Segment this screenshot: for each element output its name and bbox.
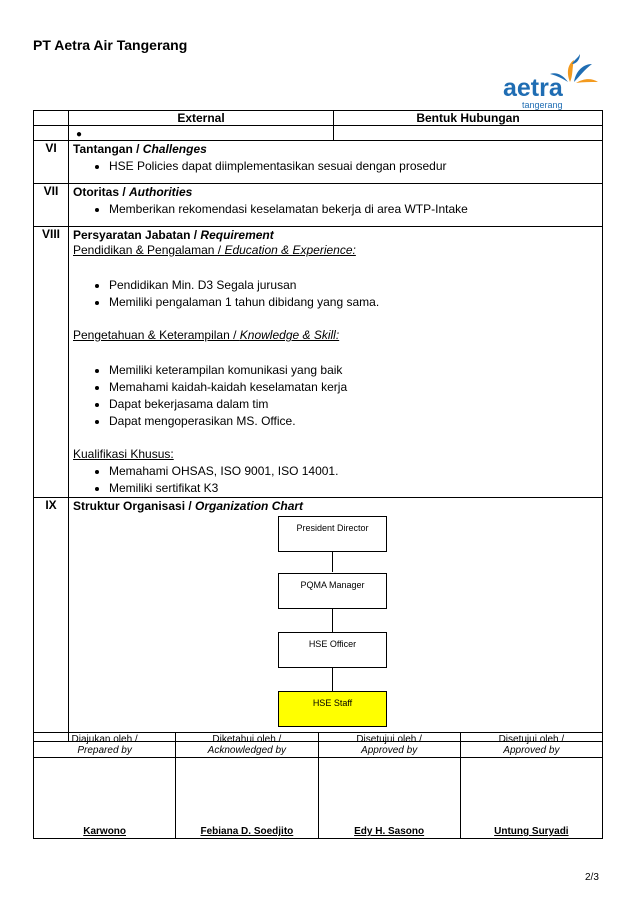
bullet-icon: ● [76, 129, 83, 140]
signature-label-row [34, 733, 603, 758]
list-item: • Memiliki sertifikat K3 [109, 480, 598, 497]
signature-label: Disetujui oleh / Approved by [460, 733, 602, 758]
signatory-name: Karwono [34, 758, 176, 839]
signature-name-row [34, 758, 603, 839]
authorities-list [73, 201, 598, 218]
special-qualification-list [73, 463, 598, 497]
list-item: • Dapat bekerjasama dalam tim [109, 396, 598, 413]
org-box-hse-officer: HSE Officer [278, 632, 387, 668]
org-box-pqma-manager: PQMA Manager [278, 573, 387, 609]
section-title: Persyaratan Jabatan / Requirement [73, 228, 274, 242]
section-title: Tantangan / Challenges [73, 142, 207, 156]
aetra-logo [500, 52, 610, 112]
section-vi [34, 141, 603, 184]
signatory-name: Febiana D. Soedjito [176, 758, 318, 839]
education-list [73, 277, 598, 311]
section-title: Struktur Organisasi / Organization Chart [73, 499, 304, 513]
list-item: • Memahami kaidah-kaidah keselamatan kerja [109, 379, 598, 396]
special-qualification-subheading: Kualifikasi Khusus: [73, 447, 174, 461]
section-number: IX [34, 498, 69, 742]
org-box-president-director: President Director [278, 516, 387, 552]
signature-table [33, 732, 603, 839]
organization-chart [73, 513, 598, 741]
signature-label: Disetujui oleh / Approved by [318, 733, 460, 758]
org-connector [332, 609, 333, 632]
org-connector [332, 668, 333, 691]
list-item: • Memiliki pengalaman 1 tahun dibidang yang sama. [109, 294, 598, 311]
signature-label: Diajukan oleh / Prepared by [34, 733, 176, 758]
education-subheading: Pendidikan & Pengalaman / Education & Experience: [73, 243, 356, 257]
org-connector [332, 552, 333, 572]
list-item: • Memahami OHSAS, ISO 9001, ISO 14001. [109, 463, 598, 480]
header-row [34, 111, 603, 126]
section-viii [34, 227, 603, 498]
list-item: • Pendidikan Min. D3 Segala jurusan [109, 277, 598, 294]
job-description-table [33, 110, 603, 742]
page-number: 2/3 [585, 872, 599, 883]
section-number: VII [34, 184, 69, 227]
list-item: • Dapat mengoperasikan MS. Office. [109, 413, 598, 430]
section-number: VIII [34, 227, 69, 498]
external-row [34, 126, 603, 141]
list-item: • HSE Policies dapat diimplementasikan sesuai dengan prosedur [109, 158, 598, 175]
section-vii [34, 184, 603, 227]
relation-empty-cell [334, 126, 603, 141]
list-item: • Memiliki keterampilan komunikasi yang baik [109, 362, 598, 379]
company-name: PT Aetra Air Tangerang [33, 37, 188, 53]
relation-header: Bentuk Hubungan [334, 111, 603, 126]
section-ix [34, 498, 603, 742]
org-box-hse-staff: HSE Staff [278, 691, 387, 727]
logo-word: aetra [503, 74, 563, 102]
signatory-name: Untung Suryadi [460, 758, 602, 839]
list-item: • Memberikan rekomendasi keselamatan bekerja di area WTP-Intake [109, 201, 598, 218]
challenges-list [73, 158, 598, 175]
section-title: Otoritas / Authorities [73, 185, 193, 199]
skill-subheading: Pengetahuan & Keterampilan / Knowledge & Skill: [73, 328, 340, 342]
section-number: VI [34, 141, 69, 184]
signatory-name: Edy H. Sasono [318, 758, 460, 839]
external-header: External [69, 111, 334, 126]
skill-list [73, 362, 598, 430]
header-empty-cell [34, 111, 69, 126]
external-bullet-cell [69, 126, 334, 141]
signature-label: Diketahui oleh / Acknowledged by [176, 733, 318, 758]
logo-subtitle: tangerang [522, 100, 563, 110]
